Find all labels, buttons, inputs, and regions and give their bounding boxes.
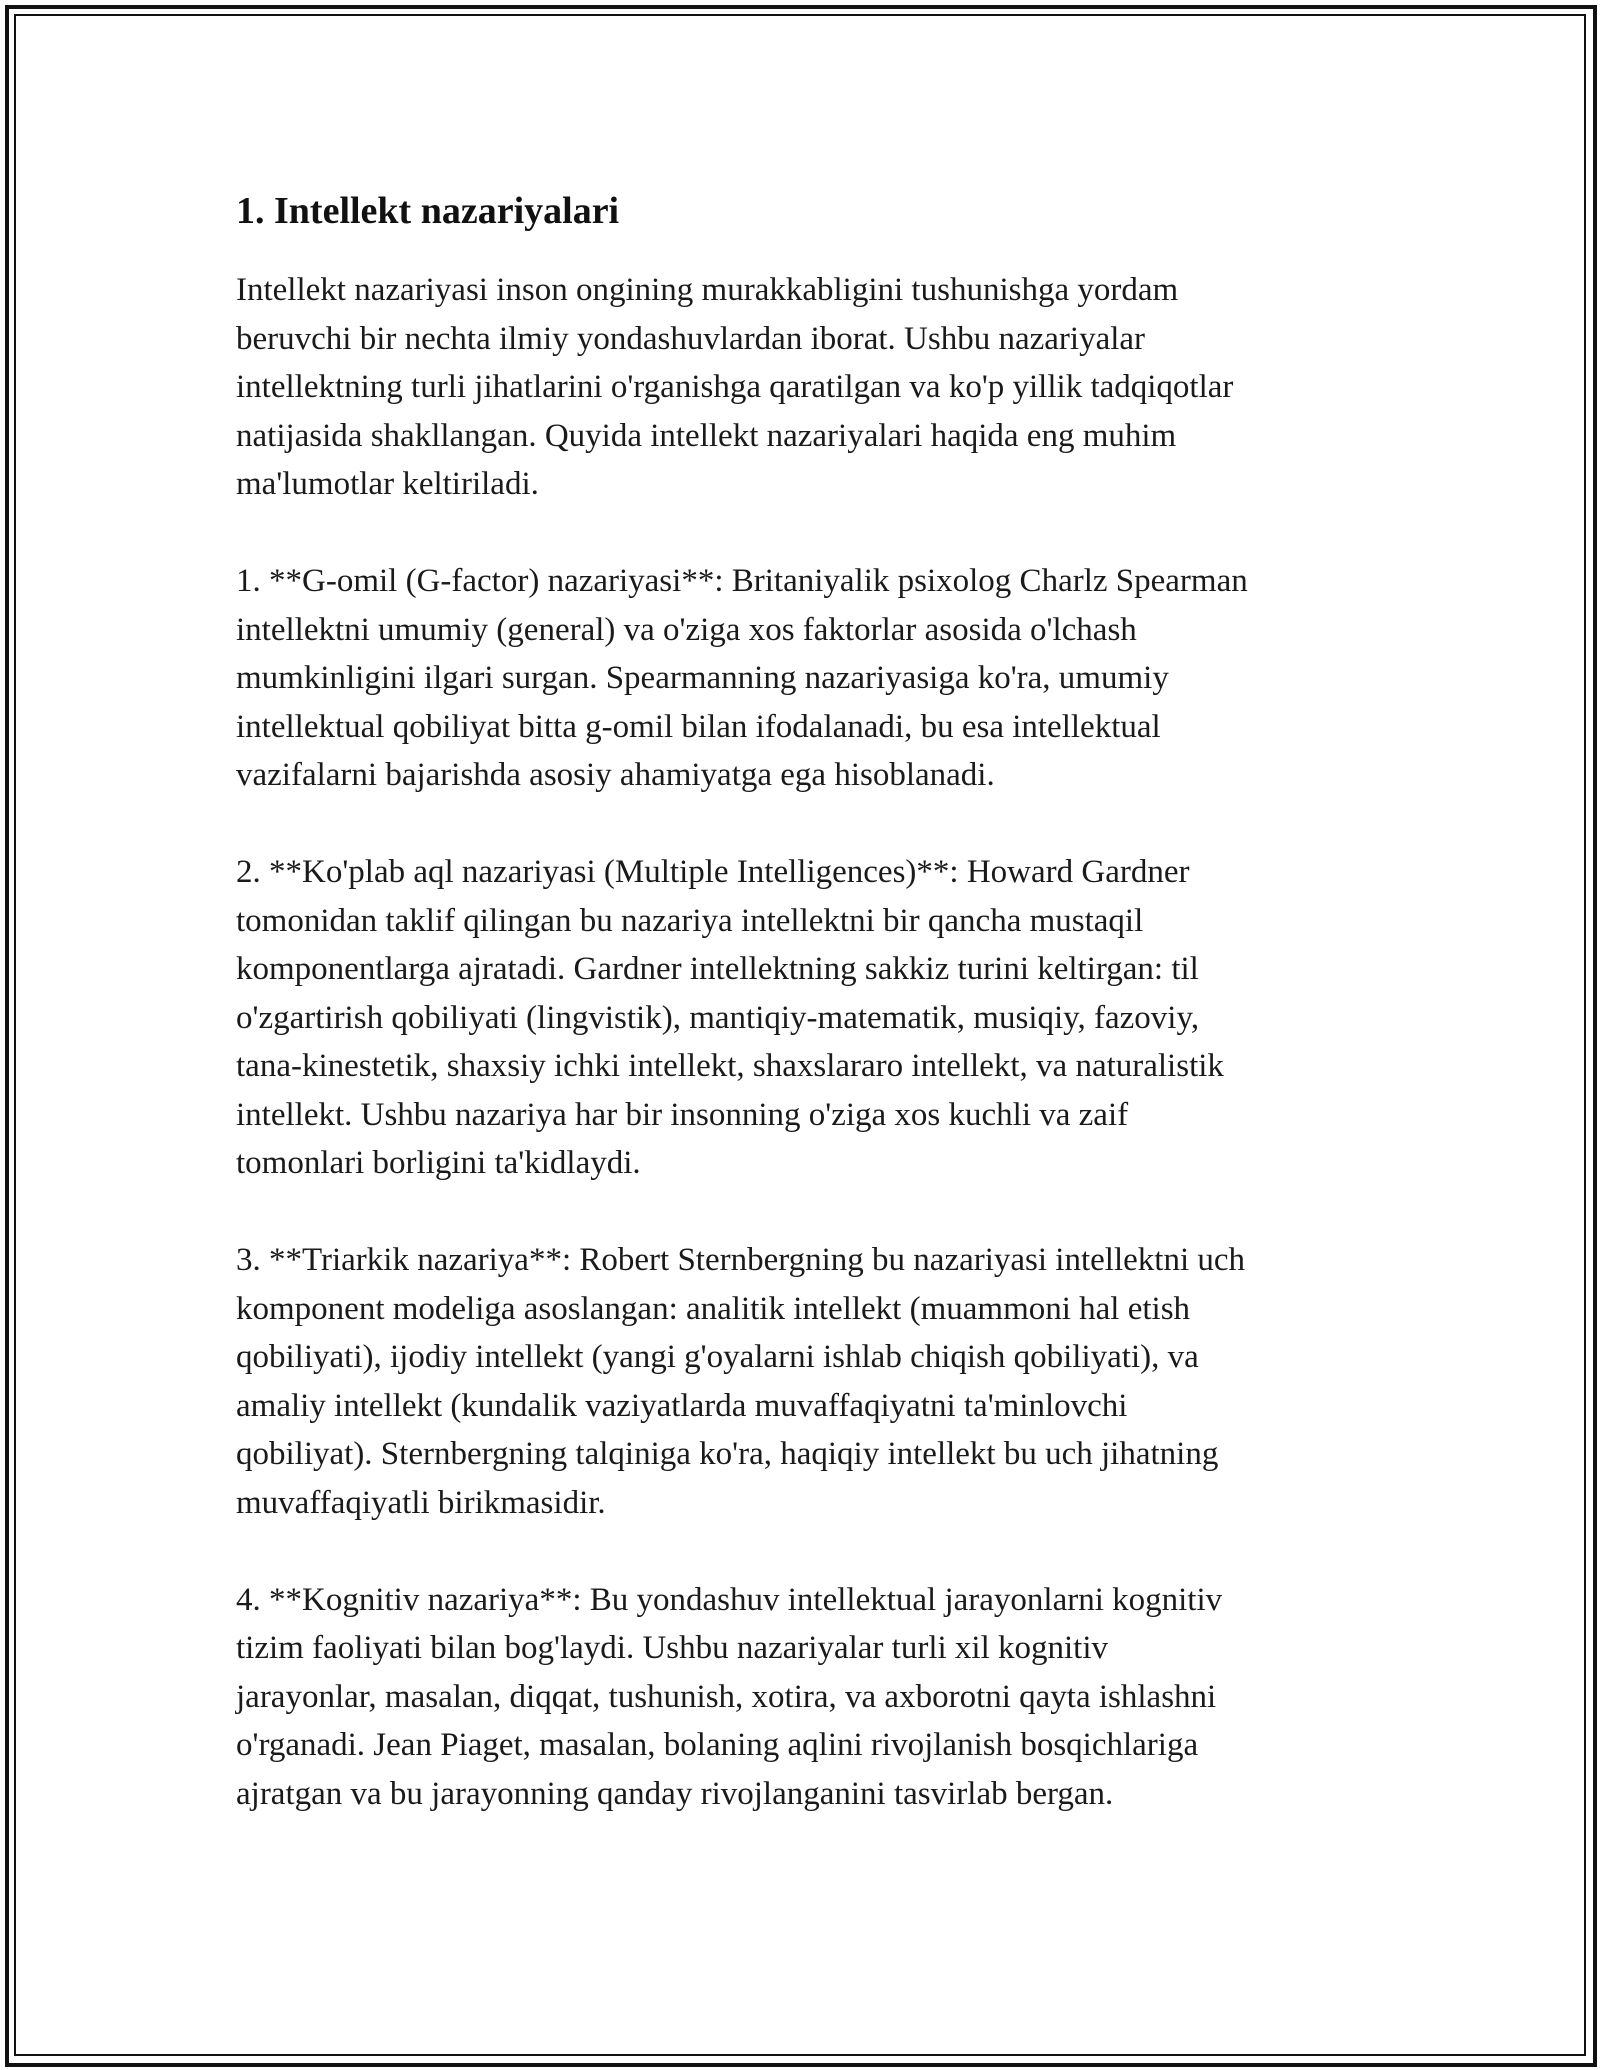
document-title: 1. Intellekt nazariyalari xyxy=(236,190,620,232)
paragraph-line: qobiliyat). Sternbergning talqiniga ko'ra, haqiqiy intellekt bu uch jihatning xyxy=(236,1436,1219,1472)
paragraph-line: vazifalarni bajarishda asosiy ahamiyatga ega hisoblanadi. xyxy=(236,757,995,793)
paragraph-line: natijasida shakllangan. Quyida intellekt nazariyalari haqida eng muhim xyxy=(236,417,1177,454)
paragraph-line: komponent modeliga asoslangan: analitik intellekt (muammoni hal etish xyxy=(236,1290,1191,1327)
paragraph-line: tomonidan taklif qilingan bu nazariya intellektni bir qancha mustaqil xyxy=(236,902,1144,939)
triarchic-paragraph xyxy=(236,1236,1364,1527)
paragraph-line: muvaffaqiyatli birikmasidir. xyxy=(236,1484,606,1521)
paragraph-line: intellektning turli jihatlarini o'rganishga qaratilgan va ko'p yillik tadqiqotlar xyxy=(236,369,1234,405)
paragraph-line: 1. **G-omil (G-factor) nazariyasi**: Britaniyalik psixolog Charlz Spearman xyxy=(236,563,1248,599)
paragraph-line: komponentlarga ajratadi. Gardner intellektning sakkiz turini keltirgan: til xyxy=(236,951,1199,987)
paragraph-line: 2. **Ko'plab aql nazariyasi (Multiple Intelligences)**: Howard Gardner xyxy=(236,854,1190,890)
paragraph-line: o'zgartirish qobiliyati (lingvistik), mantiqiy-matematik, musiqiy, fazoviy, xyxy=(236,999,1200,1036)
paragraph-line: beruvchi bir nechta ilmiy yondashuvlardan iborat. Ushbu nazariyalar xyxy=(236,320,1146,357)
paragraph-line: 3. **Triarkik nazariya**: Robert Sternbergning bu nazariyasi intellektni uch xyxy=(236,1242,1246,1278)
paragraph-line: intellektual qobiliyat bitta g-omil bilan ifodalanadi, bu esa intellektual xyxy=(236,708,1161,745)
g-factor-paragraph xyxy=(236,557,1364,800)
paragraph-line: qobiliyati), ijodiy intellekt (yangi g'oyalarni ishlab chiqish qobiliyati), va xyxy=(236,1339,1199,1375)
paragraph-line: 4. **Kognitiv nazariya**: Bu yondashuv intellektual jarayonlarni kognitiv xyxy=(236,1581,1223,1618)
paragraph-line: jarayonlar, masalan, diqqat, tushunish, xotira, va axborotni qayta ishlashni xyxy=(236,1678,1217,1715)
paragraph-line: ajratgan va bu jarayonning qanday rivojlanganini tasvirlab bergan. xyxy=(236,1775,1114,1812)
document-body xyxy=(236,186,1364,1867)
paragraph-line: mumkinligini ilgari surgan. Spearmanning nazariyasiga ko'ra, umumiy xyxy=(236,660,1169,696)
multiple-intelligences-paragraph xyxy=(236,848,1364,1188)
paragraph-line: tizim faoliyati bilan bog'laydi. Ushbu nazariyalar turli xil kognitiv xyxy=(236,1630,1109,1666)
paragraph-line: o'rganadi. Jean Piaget, masalan, bolaning aqlini rivojlanish bosqichlariga xyxy=(236,1727,1199,1763)
paragraph-line: ma'lumotlar keltiriladi. xyxy=(236,466,539,502)
cognitive-paragraph xyxy=(236,1576,1364,1819)
intro-paragraph xyxy=(236,266,1364,509)
paragraph-line: Intellekt nazariyasi inson ongining murakkabligini tushunishga yordam xyxy=(236,272,1179,308)
paragraph-line: intellektni umumiy (general) va o'ziga xos faktorlar asosida o'lchash xyxy=(236,611,1137,648)
paragraph-line: amaliy intellekt (kundalik vaziyatlarda muvaffaqiyatni ta'minlovchi xyxy=(236,1387,1128,1424)
paragraph-line: tomonlari borligini ta'kidlaydi. xyxy=(236,1145,641,1181)
paragraph-line: tana-kinestetik, shaxsiy ichki intellekt, shaxslararo intellekt, va naturalistik xyxy=(236,1048,1224,1084)
paragraph-line: intellekt. Ushbu nazariya har bir insonning o'ziga xos kuchli va zaif xyxy=(236,1096,1129,1133)
